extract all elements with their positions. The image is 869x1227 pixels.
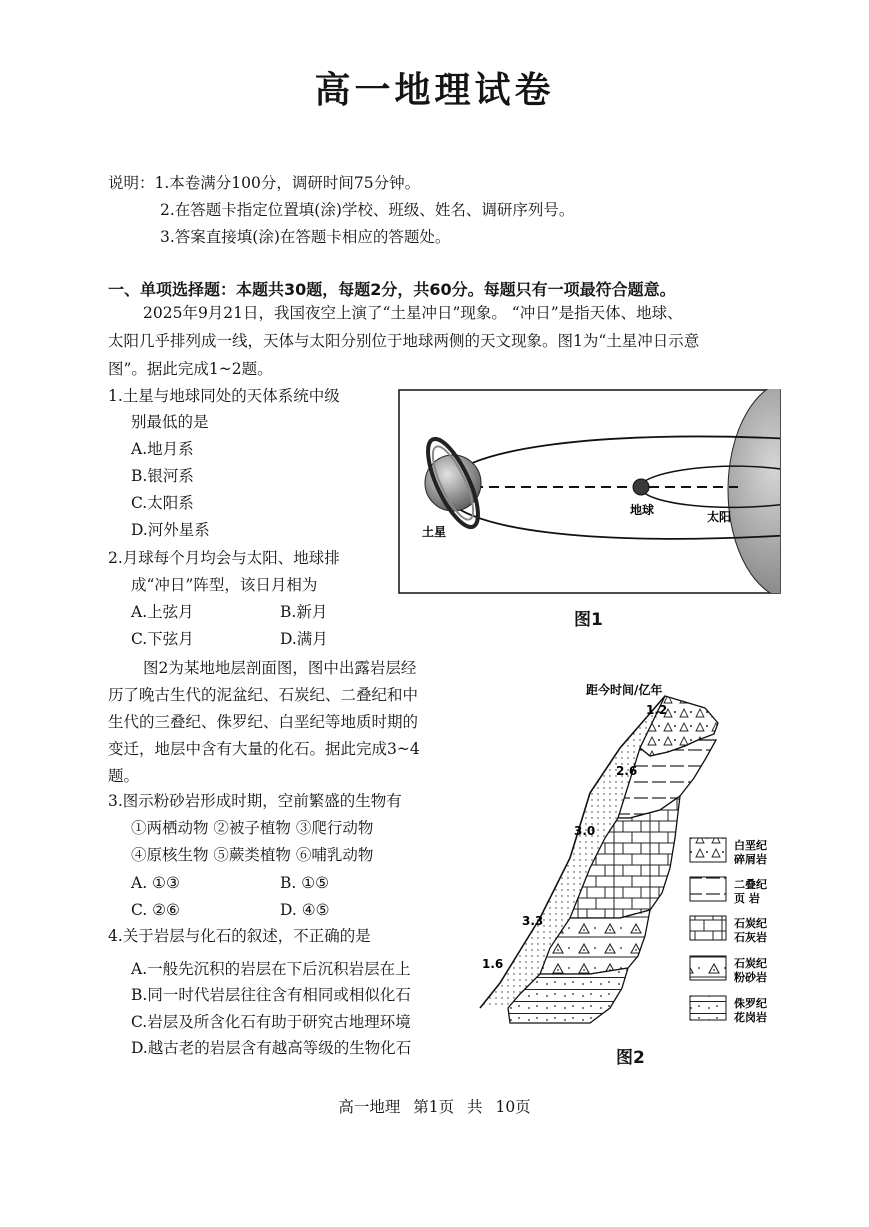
age-label-3-3: 3.3 (522, 914, 544, 928)
legend-4-line-1: 石炭纪 (734, 957, 767, 970)
age-label-1-2: 1.2 (646, 703, 668, 717)
q4-option-b[interactable]: B.同一时代岩层往往含有相同或相似化石 (131, 986, 411, 1004)
q3-option-a[interactable]: A. ①③ (131, 874, 180, 892)
age-label-2-6: 2.6 (616, 764, 638, 778)
legend-5-line-1: 侏罗纪 (734, 997, 767, 1010)
q2-option-d[interactable]: D.满月 (280, 630, 328, 648)
figure-1-caption: 图1 (574, 610, 603, 630)
q2-stem-line-2: 成“冲日”阵型，该日月相为 (131, 576, 318, 594)
legend-swatch-siltstone (690, 956, 726, 980)
legend-3-line-2: 石灰岩 (734, 931, 767, 944)
intro1-line-3: 图”。据此完成1~2题。 (108, 360, 273, 378)
page-footer: 高一地理 第1页 共 10页 (338, 1098, 531, 1116)
legend-swatch-clastic (690, 838, 726, 862)
sun-label: 太阳 (707, 510, 732, 524)
q4-option-d[interactable]: D.越古老的岩层含有越高等级的生物化石 (131, 1039, 412, 1057)
instruction-line-2: 2.在答题卡指定位置填(涂)学校、班级、姓名、调研序列号。 (160, 201, 575, 219)
section-heading: 一、单项选择题：本题共30题，每题2分，共60分。每题只有一项最符合题意。 (108, 280, 676, 299)
age-label-3-0: 3.0 (574, 824, 596, 838)
figure-2-caption: 图2 (616, 1048, 645, 1068)
q3-option-c[interactable]: C. ②⑥ (131, 901, 180, 919)
figure-2-axis-title: 距今时间/亿年 (586, 683, 663, 697)
instruction-line-3: 3.答案直接填(涂)在答题卡相应的答题处。 (160, 228, 451, 246)
q3-option-b[interactable]: B. ①⑤ (280, 874, 330, 892)
earth (633, 479, 649, 495)
legend-1-line-2: 碎屑岩 (734, 853, 767, 866)
earth-label: 地球 (630, 503, 655, 517)
q2-stem-line-1: 2.月球每个月均会与太阳、地球排 (108, 549, 340, 567)
q1-option-d[interactable]: D.河外星系 (131, 521, 210, 539)
intro2-line-1: 图2为某地地层剖面图，图中出露岩层经 (143, 659, 417, 677)
age-label-1-6: 1.6 (482, 957, 504, 971)
q1-stem-line-2: 别最低的是 (131, 413, 209, 431)
intro1-line-2: 太阳几乎排列成一线，天体与太阳分别位于地球两侧的天文现象。图1为“土星冲日示意 (108, 332, 700, 350)
q3-items-line-1: ①两栖动物 ②被子植物 ③爬行动物 (131, 819, 374, 837)
q2-option-b[interactable]: B.新月 (280, 603, 328, 621)
q1-option-a[interactable]: A.地月系 (131, 440, 194, 458)
legend-1-line-1: 白垩纪 (734, 839, 767, 852)
legend-2-line-2: 页 岩 (734, 892, 760, 905)
q1-stem-line-1: 1.土星与地球同处的天体系统中级 (108, 387, 340, 405)
intro2-line-5: 题。 (108, 767, 140, 785)
q4-option-c[interactable]: C.岩层及所含化石有助于研究古地理环境 (131, 1013, 411, 1031)
legend-swatch-granite (690, 996, 726, 1020)
intro2-line-4: 变迁，地层中含有大量的化石。据此完成3~4 (108, 740, 420, 758)
legend-5-line-2: 花岗岩 (734, 1011, 767, 1024)
intro2-line-3: 生代的三叠纪、侏罗纪、白垩纪等地质时期的 (108, 713, 419, 731)
intro2-line-2: 历了晚古生代的泥盆纪、石炭纪、二叠纪和中 (108, 686, 419, 704)
q2-option-a[interactable]: A.上弦月 (131, 603, 194, 621)
q2-option-c[interactable]: C.下弦月 (131, 630, 194, 648)
saturn-label: 土星 (422, 525, 447, 539)
intro1-line-1: 2025年9月21日，我国夜空上演了“土星冲日”现象。 “冲日”是指天体、地球、 (143, 304, 683, 322)
legend-2-line-1: 二叠纪 (734, 878, 767, 891)
legend-swatch-shale (690, 877, 726, 901)
page-title: 高一地理试卷 (314, 70, 555, 111)
q3-option-d[interactable]: D. ④⑤ (280, 901, 330, 919)
q3-items-line-2: ④原核生物 ⑤蕨类植物 ⑥哺乳动物 (131, 846, 374, 864)
instruction-line-1: 说明：1.本卷满分100分，调研时间75分钟。 (108, 174, 421, 192)
legend-3-line-1: 石炭纪 (734, 917, 767, 930)
q1-option-c[interactable]: C.太阳系 (131, 494, 194, 512)
legend-swatch-limestone (690, 916, 726, 940)
figure-2-legend (690, 838, 767, 1024)
figure-2-diagram (470, 678, 790, 1030)
figure-1-diagram (398, 389, 782, 595)
q4-option-a[interactable]: A.一般先沉积的岩层在下后沉积岩层在上 (131, 960, 411, 978)
q1-option-b[interactable]: B.银河系 (131, 467, 194, 485)
q3-stem: 3.图示粉砂岩形成时期，空前繁盛的生物有 (108, 792, 402, 810)
q4-stem: 4.关于岩层与化石的叙述，不正确的是 (108, 927, 371, 945)
legend-4-line-2: 粉砂岩 (734, 971, 767, 984)
